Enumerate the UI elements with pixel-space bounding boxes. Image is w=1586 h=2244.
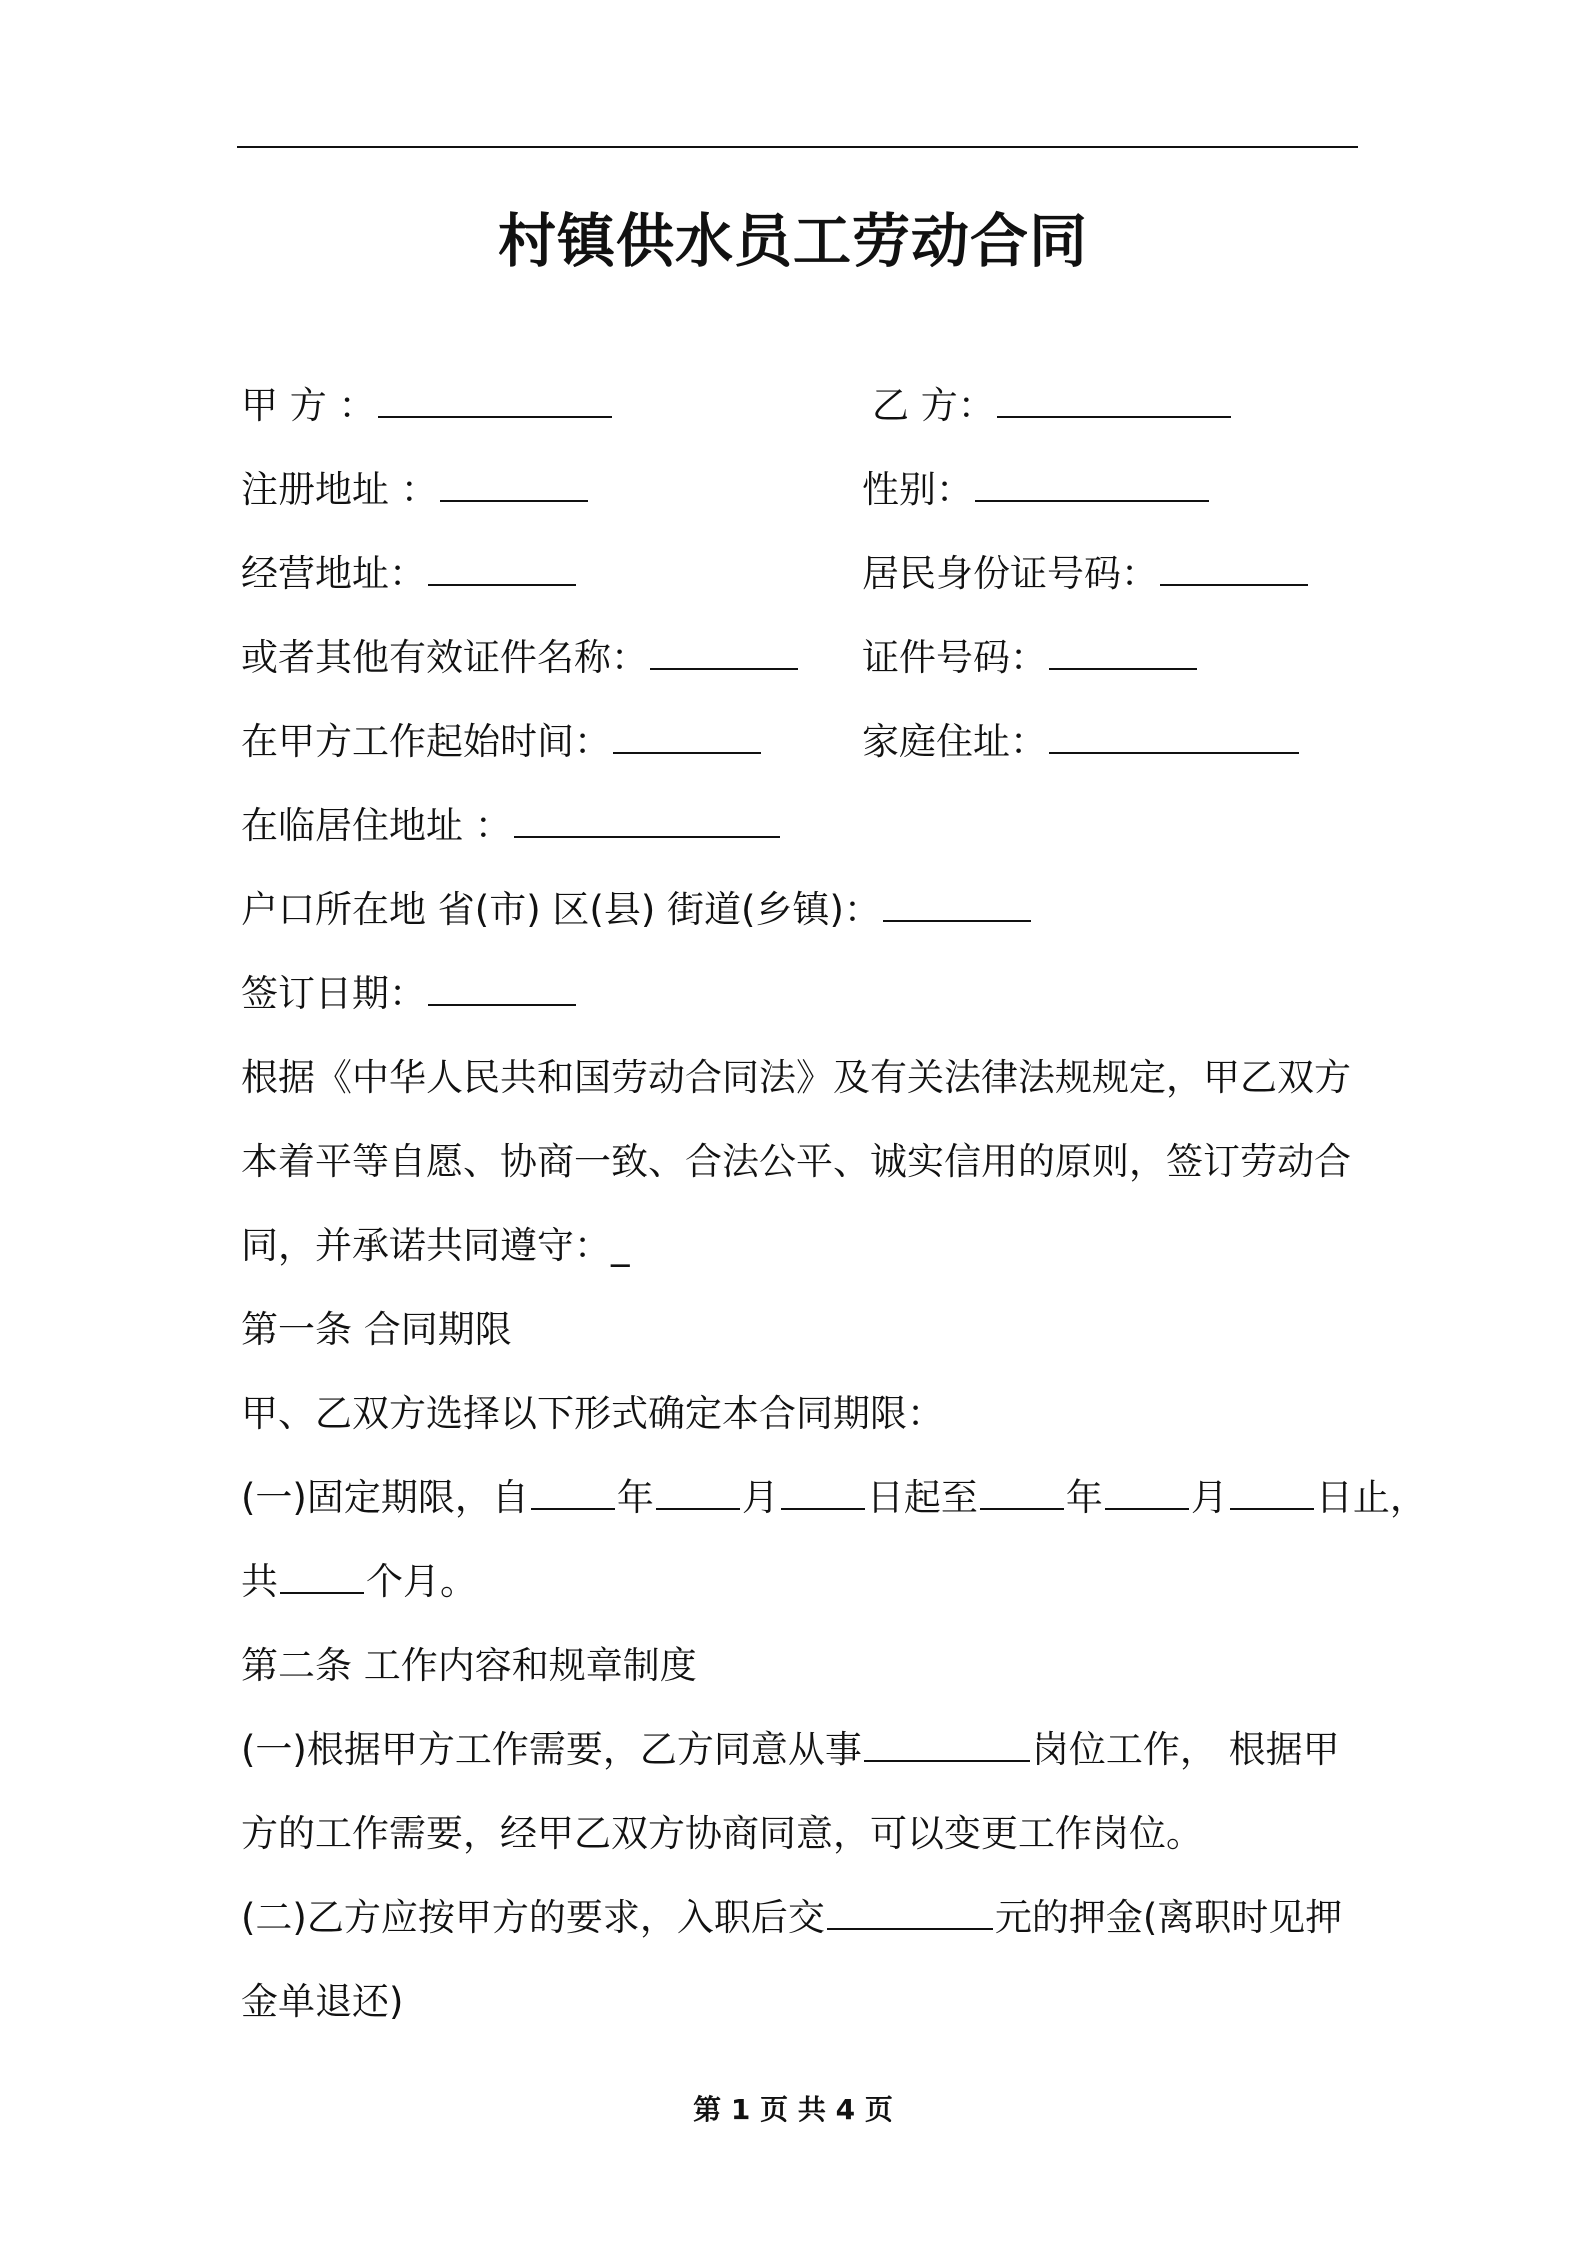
end-month-blank[interactable]	[1105, 1478, 1189, 1510]
party-b-blank[interactable]	[997, 386, 1231, 418]
other-id-label: 或者其他有效证件名称：	[241, 636, 648, 679]
biz-address-line	[241, 532, 578, 616]
header-rule	[237, 146, 1358, 148]
party-a-line	[241, 364, 614, 448]
gender-blank[interactable]	[975, 470, 1209, 502]
hukou-line	[241, 868, 1033, 952]
month-label: 月	[741, 1476, 779, 1519]
start-time-line	[241, 700, 763, 784]
party-a-blank[interactable]	[378, 386, 612, 418]
deposit-blank[interactable]	[827, 1898, 993, 1930]
end-day-blank[interactable]	[1230, 1478, 1314, 1510]
para-2-start: (二)乙方应按甲方的要求，入职后交	[241, 1896, 825, 1939]
cert-number-label: 证件号码：	[862, 636, 1047, 679]
total-suffix: 个月。	[366, 1560, 477, 1603]
para-2-end: 元的押金(离职时见押	[994, 1896, 1343, 1939]
total-prefix: 共	[241, 1560, 278, 1603]
from-day-label: 日起至	[866, 1476, 978, 1519]
other-id-line	[241, 616, 800, 700]
cert-number-line	[862, 616, 1199, 700]
id-number-line	[862, 532, 1310, 616]
start-time-label: 在甲方工作起始时间：	[241, 720, 611, 763]
gender-label: 性别：	[862, 468, 973, 511]
end-month-label: 月	[1190, 1476, 1228, 1519]
home-address-line	[862, 700, 1301, 784]
start-year-blank[interactable]	[531, 1478, 615, 1510]
document-title: 村镇供水员工劳动合同	[497, 207, 1088, 275]
article-1-fixed-term	[241, 1456, 1427, 1540]
start-time-blank[interactable]	[613, 722, 761, 754]
article-1-heading: 第一条 合同期限	[241, 1308, 512, 1351]
biz-address-blank[interactable]	[428, 554, 576, 586]
start-day-blank[interactable]	[781, 1478, 865, 1510]
end-year-blank[interactable]	[980, 1478, 1064, 1510]
home-address-label: 家庭住址：	[862, 720, 1047, 763]
start-month-blank[interactable]	[656, 1478, 740, 1510]
preamble-line-3: 同，并承诺共同遵守：_	[241, 1224, 630, 1267]
reg-address-line	[241, 448, 590, 532]
end-year-label: 年	[1065, 1476, 1103, 1519]
article-1-intro: 甲、乙双方选择以下形式确定本合同期限：	[241, 1392, 944, 1435]
home-address-blank[interactable]	[1049, 722, 1299, 754]
to-day-label: 日止，	[1315, 1476, 1427, 1519]
id-number-label: 居民身份证号码：	[862, 552, 1158, 595]
preamble-line-2: 本着平等自愿、协商一致、合法公平、诚实信用的原则，签订劳动合	[241, 1140, 1351, 1183]
temp-address-label: 在临居住地址 ：	[241, 804, 512, 847]
article-2-heading: 第二条 工作内容和规章制度	[241, 1644, 697, 1687]
reg-address-blank[interactable]	[440, 470, 588, 502]
para-1-start: (一)根据甲方工作需要，乙方同意从事	[241, 1728, 862, 1771]
biz-address-label: 经营地址：	[241, 552, 426, 595]
page-number: 第 1 页 共 4 页	[693, 2093, 893, 2126]
id-number-blank[interactable]	[1160, 554, 1308, 586]
hukou-blank[interactable]	[883, 890, 1031, 922]
para-1-end: 岗位工作， 根据甲	[1031, 1728, 1340, 1771]
sign-date-line	[241, 952, 578, 1036]
article-2-para-2-cont: 金单退还)	[241, 1980, 404, 2023]
sign-date-label: 签订日期：	[241, 972, 426, 1015]
hukou-label: 户口所在地 省(市) 区(县) 街道(乡镇)：	[241, 888, 881, 931]
cert-number-blank[interactable]	[1049, 638, 1197, 670]
reg-address-label: 注册地址 ：	[241, 468, 438, 511]
article-2-para-1-cont: 方的工作需要，经甲乙双方协商同意，可以变更工作岗位。	[241, 1812, 1203, 1855]
preamble-line-1: 根据《中华人民共和国劳动合同法》及有关法律法规规定，甲乙双方	[241, 1056, 1351, 1099]
article-2-para-2	[241, 1876, 1342, 1960]
party-a-label: 甲 方 ：	[241, 384, 376, 427]
fixed-term-prefix: (一)固定期限，自	[241, 1476, 529, 1519]
article-2-para-1	[241, 1708, 1340, 1792]
position-blank[interactable]	[864, 1730, 1030, 1762]
gender-line	[862, 448, 1211, 532]
temp-address-line	[241, 784, 782, 868]
total-months-blank[interactable]	[280, 1562, 364, 1594]
sign-date-blank[interactable]	[428, 974, 576, 1006]
party-b-label: 乙 方：	[872, 384, 995, 427]
article-1-total	[241, 1540, 477, 1624]
party-b-line	[872, 364, 1233, 448]
other-id-blank[interactable]	[650, 638, 798, 670]
year-label: 年	[616, 1476, 654, 1519]
temp-address-blank[interactable]	[514, 806, 780, 838]
